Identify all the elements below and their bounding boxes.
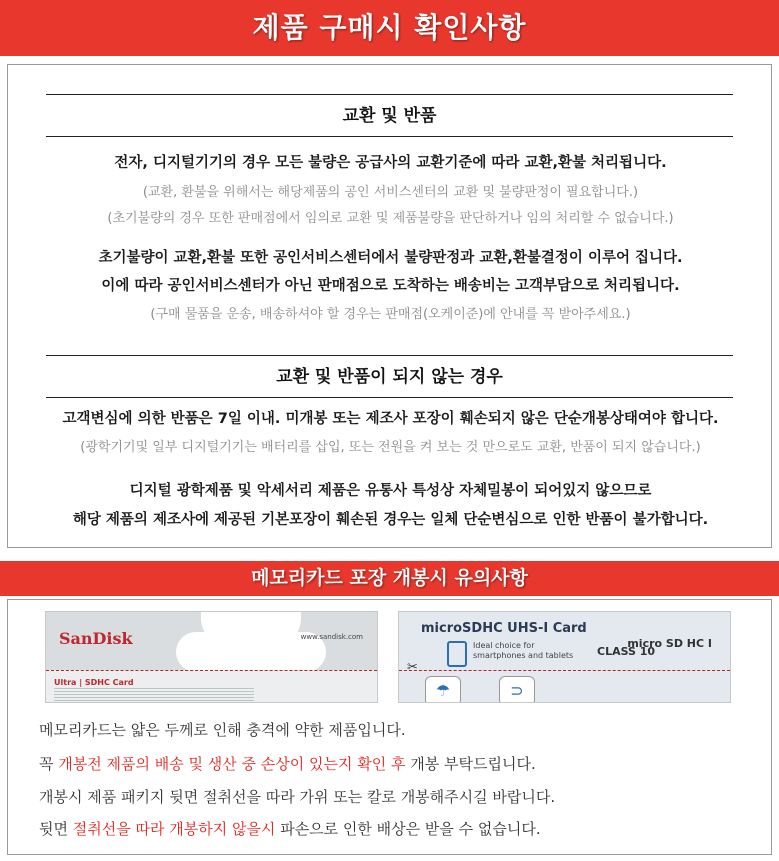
microsd-subtitle-line: Ideal choice for [473,641,535,650]
note-text: 뒷면 [39,820,73,838]
microsdhc-logo: micro SD HC I [627,637,712,650]
policy-note: (구매 물품을 운송, 배송하셔야 할 경우는 판매점(오케이준)에 안내를 꼭 받아주세요.) [150,307,631,322]
section-heading-exchange: 교환 및 반품 [46,94,733,137]
cut-line [399,670,730,671]
memory-card-panel [7,599,772,855]
waterproof-icon: ☂ [425,676,461,703]
scissors-icon: ✂ [407,660,418,675]
policy-note: (광학기기및 일부 디지털기기는 배터리를 삽입, 또는 전원을 켜 보는 것 만으로도 교환, 반품이 되지 않습니다.) [80,440,701,455]
sd-product-label: Ultra | SDHC Card [54,678,134,687]
main-title-banner: 제품 구매시 확인사항 [0,0,779,56]
note-text: 파손으로 인한 배상은 받을 수 없습니다. [275,820,541,838]
policy-line: 디지털 광학제품 및 악세서리 제품은 유통사 특성상 자체밀봉이 되어있지 않으므로 [129,483,652,499]
sd-card-package-image [45,611,378,703]
memory-note-line: 개봉시 제품 패키지 뒷면 절취선을 따라 가위 또는 칼로 개봉해주시길 바랍니다. [39,788,556,806]
microsd-subtitle-line: smartphones and tablets [473,651,574,660]
microsd-subtitle [473,641,573,661]
policy-line: 이에 따라 공인서비스센터가 아닌 판매점으로 도착하는 배송비는 고객부담으로 처리됩니다. [101,278,680,294]
fine-print [54,688,254,702]
policy-line: 전자, 디지털기기의 경우 모든 불량은 공급사의 교환기준에 따라 교환,환불 처리됩니다. [114,155,667,171]
return-policy-panel [7,64,772,548]
memory-note-line [39,753,536,774]
magnet-proof-icon: ⊃ [499,676,535,703]
note-text: 꼭 [39,755,59,773]
policy-line: 고객변심에 의한 반품은 7일 이내. 미개봉 또는 제조사 포장이 훼손되지 않은 단순개봉상태여야 합니다. [62,411,719,427]
sandisk-url: www.sandisk.com [300,633,363,641]
sandisk-logo: SanDisk [59,629,133,648]
policy-line: 해당 제품의 제조사에 제공된 기본포장이 훼손된 경우는 일체 단순변심으로 인한 반품이 불가합니다. [72,512,709,528]
memory-note-line: 메모리카드는 얇은 두께로 인해 충격에 약한 제품입니다. [39,721,406,739]
section-heading-no-return: 교환 및 반품이 되지 않는 경우 [46,355,733,398]
policy-note: (초기불량의 경우 또한 판매점에서 임의로 교환 및 제품불량을 판단하거나 임의 처리할 수 없습니다.) [107,211,674,226]
note-highlight: 절취선을 따라 개봉하지 않을시 [72,820,276,838]
note-highlight: 개봉전 제품의 배송 및 생산 중 손상이 있는지 확인 후 [58,755,406,773]
phone-icon [447,641,467,667]
memory-note-line [39,818,541,839]
microsd-title: microSDHC UHS-I Card [421,621,587,636]
class-10-label: CLASS 10 [597,645,656,658]
microsd-package-image [398,611,731,703]
policy-note: (교환, 환불을 위해서는 해당제품의 공인 서비스센터의 교환 및 불량판정이 필요합니다.) [142,185,639,200]
policy-line: 초기불량이 교환,환불 또한 공인서비스센터에서 불량판정과 교환,환불결정이 이루어 집니다. [98,250,683,266]
package-hang-hole [201,611,301,648]
note-text: 개봉 부탁드립니다. [405,755,536,773]
memory-card-banner: 메모리카드 포장 개봉시 유의사항 [0,561,779,596]
